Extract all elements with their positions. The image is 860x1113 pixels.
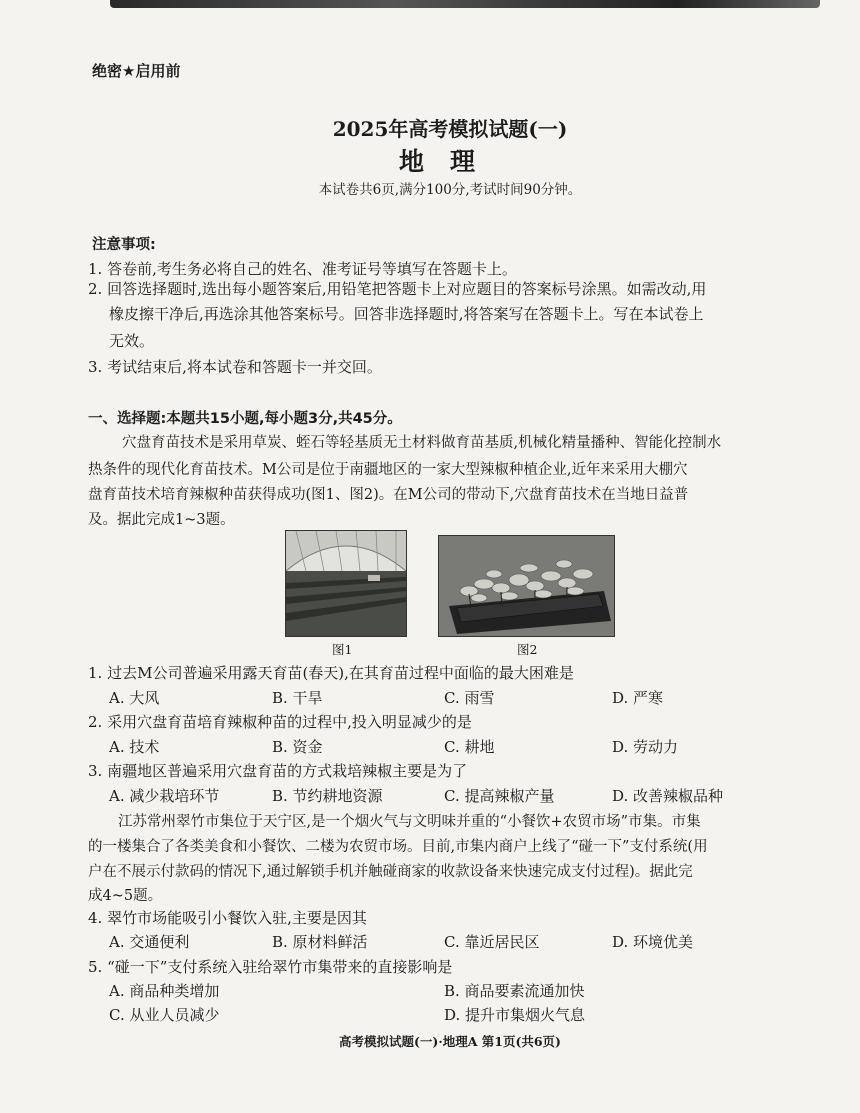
passage2-line: 成4~5题。 [88,888,163,904]
passage2-line: 江苏常州翠竹市集位于天宁区,是一个烟火气与文明味并重的“小餐饮+农贸市场”市集。市集 [118,814,701,830]
notice-item-2: 2. 回答选择题时,选出每小题答案后,用铅笔把答题卡上对应题目的答案标号涂黑。如需改动,用 [88,280,707,298]
passage1-line: 及。据此完成1~3题。 [88,512,235,528]
question-4-option-a: A. 交通便利 [109,933,190,951]
question-1-option-a: A. 大风 [109,689,160,707]
passage1-line: 盘育苗技术培育辣椒种苗获得成功(图1、图2)。在M公司的带动下,穴盘育苗技术在当地日益普 [88,487,689,503]
confidential-mark: 绝密★启用前 [92,62,181,80]
question-5-option-b: B. 商品要素流通加快 [444,982,585,1000]
figure-2-seedling-photo [438,535,615,637]
question-3-stem: 3. 南疆地区普遍采用穴盘育苗的方式栽培辣椒主要是为了 [88,762,468,780]
notice-item-3: 3. 考试结束后,将本试卷和答题卡一并交回。 [88,358,382,376]
question-1-stem: 1. 过去M公司普遍采用露天育苗(春天),在其育苗过程中面临的最大困难是 [88,664,574,682]
question-3-option-a: A. 减少栽培环节 [109,787,220,805]
subject-title: 地理 [398,147,501,176]
passage2-line: 的一楼集合了各类美食和小餐饮、二楼为农贸市场。目前,市集内商户上线了“碰一下”支付系统(用 [88,839,708,855]
notice-item-1: 1. 答卷前,考生务必将自己的姓名、准考证号等填写在答题卡上。 [88,260,517,278]
question-1-option-c: C. 雨雪 [444,689,495,707]
notice-heading: 注意事项: [92,237,156,253]
question-2-option-a: A. 技术 [109,738,160,756]
question-5-stem: 5. “碰一下”支付系统入驻给翠竹市集带来的直接影响是 [88,958,453,976]
page-footer: 高考模拟试题(一)·地理A 第1页(共6页) [339,1034,561,1049]
question-3-option-d: D. 改善辣椒品种 [612,787,724,805]
question-1-option-d: D. 严寒 [612,689,664,707]
figure-1-greenhouse-photo [285,530,407,637]
question-5-option-a: A. 商品种类增加 [109,982,220,1000]
question-5-option-c: C. 从业人员减少 [109,1006,220,1024]
question-4-option-b: B. 原材料鲜活 [272,933,368,951]
question-4-option-c: C. 靠近居民区 [444,933,540,951]
question-5-option-d: D. 提升市集烟火气息 [444,1006,586,1024]
section-heading: 一、选择题:本题共15小题,每小题3分,共45分。 [88,411,402,427]
passage1-line: 热条件的现代化育苗技术。M公司是位于南疆地区的一家大型辣椒种植企业,近年来采用大棚穴 [88,462,688,478]
question-4-stem: 4. 翠竹市场能吸引小餐饮入驻,主要是因其 [88,909,367,927]
figure-2-caption: 图2 [517,642,538,657]
question-4-option-d: D. 环境优美 [612,933,694,951]
exam-title: 2025年高考模拟试题(一) [332,117,568,141]
notice-item-2-cont: 橡皮擦干净后,再选涂其他答案标号。回答非选择题时,将答案写在答题卡上。写在本试卷上 [109,305,704,323]
exam-info: 本试卷共6页,满分100分,考试时间90分钟。 [318,182,582,198]
passage1-line: 穴盘育苗技术是采用草炭、蛭石等轻基质无土材料做育苗基质,机械化精量播种、智能化控制水 [122,435,722,451]
question-2-option-b: B. 资金 [272,738,323,756]
question-3-option-b: B. 节约耕地资源 [272,787,383,805]
question-1-option-b: B. 干旱 [272,689,323,707]
question-2-stem: 2. 采用穴盘育苗培育辣椒种苗的过程中,投入明显减少的是 [88,713,472,731]
figure-1-caption: 图1 [332,642,353,657]
question-2-option-c: C. 耕地 [444,738,495,756]
question-2-option-d: D. 劳动力 [612,738,679,756]
notice-item-2-end: 无效。 [109,332,155,350]
passage2-line: 户在不展示付款码的情况下,通过解锁手机并触碰商家的收款设备来快速完成支付过程)。据此完 [88,864,693,880]
question-3-option-c: C. 提高辣椒产量 [444,787,555,805]
